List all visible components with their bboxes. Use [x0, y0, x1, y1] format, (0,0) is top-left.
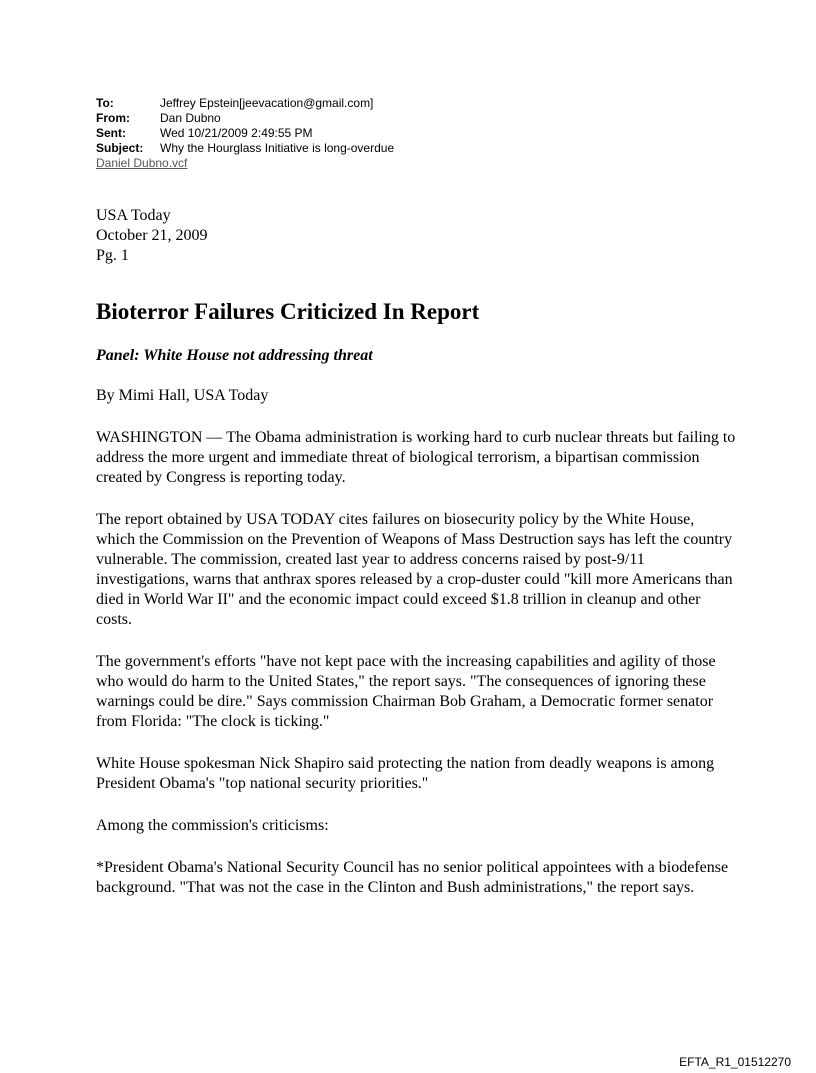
article-subheadline: Panel: White House not addressing threat — [96, 347, 373, 364]
article-byline: By Mimi Hall, USA Today — [96, 387, 269, 404]
paragraph: WASHINGTON — The Obama administration is working hard to curb nuclear threats but failing to address the more urgent and immediate threat of biological terrorism, a bipartisan commission created by Congress is reporting today. — [96, 429, 736, 486]
publication-name: USA Today — [96, 207, 171, 224]
paragraph: Among the commission's criticisms: — [96, 817, 329, 834]
subject-row — [96, 141, 394, 156]
attachment-link[interactable]: Daniel Dubno.vcf — [96, 156, 188, 170]
to-row — [96, 96, 394, 111]
page-number: Pg. 1 — [96, 247, 129, 264]
to-label: To: — [96, 96, 114, 110]
article-headline: Bioterror Failures Criticized In Report — [96, 299, 480, 324]
paragraph: The government's efforts "have not kept pace with the increasing capabilities and agility of those who would do harm to the United States," the report says. "The consequences of ignoring these warnings could be dire." Says commission Chairman Bob Graham, a Democratic former senator from Florida: "The clock is ticking." — [96, 653, 716, 730]
from-label: From: — [96, 111, 130, 125]
to-value: Jeffrey Epstein[jeevacation@gmail.com] — [160, 96, 374, 110]
subject-label: Subject: — [96, 141, 144, 155]
sent-row — [96, 126, 394, 141]
publication-date: October 21, 2009 — [96, 227, 208, 244]
email-header — [96, 96, 394, 171]
from-value: Dan Dubno — [160, 111, 221, 125]
subject-value: Why the Hourglass Initiative is long-overdue — [160, 141, 395, 155]
sent-label: Sent: — [96, 126, 126, 140]
sent-value: Wed 10/21/2009 2:49:55 PM — [160, 126, 313, 140]
from-row — [96, 111, 394, 126]
document-id: EFTA_R1_01512270 — [679, 1055, 791, 1069]
paragraph: White House spokesman Nick Shapiro said protecting the nation from deadly weapons is among President Obama's "top national security priorities." — [96, 755, 715, 792]
paragraph: *President Obama's National Security Council has no senior political appointees with a biodefense background. "That was not the case in the Clinton and Bush administrations," the report says. — [96, 859, 729, 896]
paragraph: The report obtained by USA TODAY cites failures on biosecurity policy by the White House, which the Commission on the Prevention of Weapons of Mass Destruction says has left the country vulnerable. The commission, created last year to address concerns raised by post-9/11 investigations, warns that anthrax spores released by a crop-duster could "kill more Americans than died in World War II" and the economic impact could exceed $1.8 trillion in cleanup and other costs. — [96, 511, 733, 628]
article-body — [96, 206, 736, 898]
